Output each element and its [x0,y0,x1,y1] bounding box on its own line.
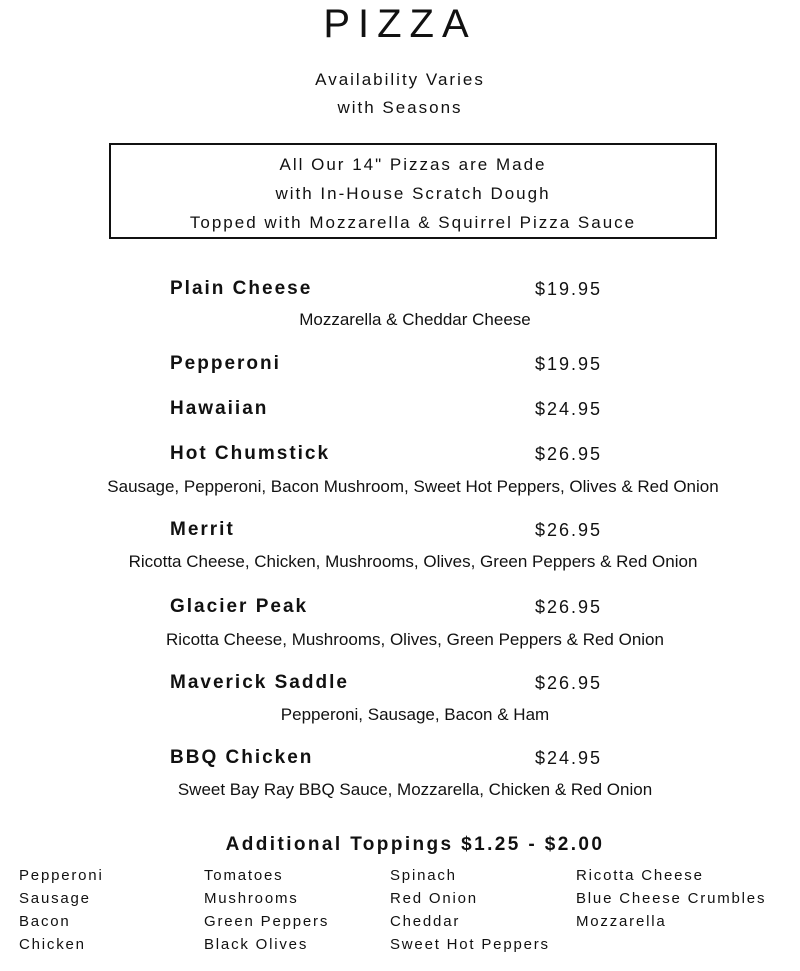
topping-item: Ricotta Cheese [576,867,704,884]
toppings-column-2 [204,864,329,956]
menu-item-name: Pepperoni [170,353,281,374]
menu-item-description: Sweet Bay Ray BBQ Sauce, Mozzarella, Chicken & Red Onion [177,780,653,799]
menu-item-price: $26.95 [535,597,603,617]
topping-item: Green Peppers [204,913,330,930]
menu-item-name: BBQ Chicken [170,747,314,768]
topping-item: Black Olives [204,936,309,953]
page-title: PIZZA [323,2,477,46]
menu-item-name: Hot Chumstick [170,443,331,464]
menu-item-description: Sausage, Pepperoni, Bacon Mushroom, Sweet Hot Peppers, Olives & Red Onion [107,477,719,496]
topping-item: Spinach [390,867,457,884]
topping-item: Tomatoes [204,867,284,884]
menu-item-name: Hawaiian [170,398,269,419]
topping-item: Sweet Hot Peppers [390,936,550,953]
dough-notice-box [109,143,717,239]
menu-item-name: Maverick Saddle [170,672,349,693]
menu-item-price: $26.95 [535,520,603,540]
topping-item: Bacon [19,913,71,930]
menu-item-name: Plain Cheese [170,278,313,299]
topping-item: Pepperoni [19,867,104,884]
toppings-heading: Additional Toppings $1.25 - $2.00 [225,834,605,855]
menu-item-price: $19.95 [535,279,603,299]
menu-item-description: Mozzarella & Cheddar Cheese [299,310,531,329]
menu-item-price: $24.95 [535,399,603,419]
notice-line-2: with In-House Scratch Dough [275,184,551,203]
topping-item: Cheddar [390,913,461,930]
topping-item: Blue Cheese Crumbles [576,890,767,907]
menu-item-name: Glacier Peak [170,596,309,617]
menu-item-price: $26.95 [535,673,603,693]
topping-item: Sausage [19,890,91,907]
topping-item: Mozzarella [576,913,667,930]
topping-item: Red Onion [390,890,478,907]
menu-item-price: $19.95 [535,354,603,374]
menu-item-price: $26.95 [535,444,603,464]
menu-item-description: Ricotta Cheese, Chicken, Mushrooms, Olives, Green Peppers & Red Onion [128,552,698,571]
notice-line-3: Topped with Mozzarella & Squirrel Pizza Sauce [189,213,637,232]
notice-line-1: All Our 14" Pizzas are Made [279,155,547,174]
menu-item-description: Pepperoni, Sausage, Bacon & Ham [280,705,550,724]
toppings-column-1 [19,864,104,956]
availability-line-2: with Seasons [337,98,463,117]
menu-item-description: Ricotta Cheese, Mushrooms, Olives, Green Peppers & Red Onion [166,630,664,649]
availability-line-1: Availability Varies [315,70,485,89]
toppings-column-4 [576,864,766,933]
toppings-column-3 [390,864,550,956]
menu-item-name: Merrit [170,519,235,540]
topping-item: Mushrooms [204,890,299,907]
topping-item: Chicken [19,936,86,953]
menu-item-price: $24.95 [535,748,603,768]
